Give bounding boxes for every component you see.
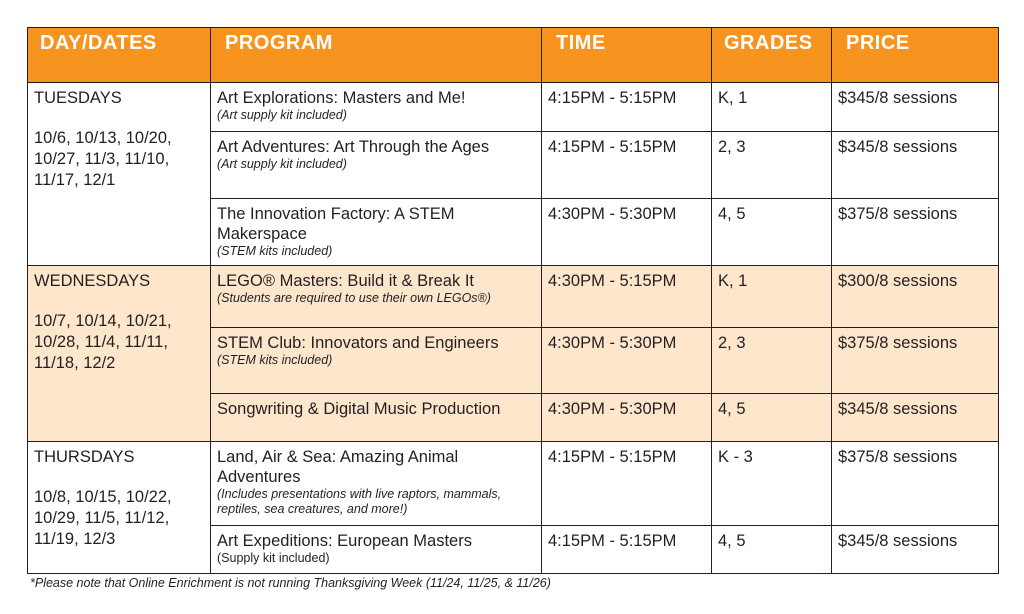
header-time: TIME [542,28,712,83]
program-note: (Students are required to use their own LEGOs®) [217,291,491,305]
dates-label: 10/7, 10/14, 10/21, 10/28, 11/4, 11/11, 11/18, 12/2 [34,312,172,372]
program-cell [211,199,542,266]
program-name: Land, Air & Sea: Amazing Animal Adventures [217,448,459,486]
program-note: (Supply kit included) [217,551,330,565]
table-row [28,442,999,526]
program-cell [211,132,542,199]
price-cell: $345/8 sessions [832,526,999,574]
program-note: (Includes presentations with live raptors, mammals, reptiles, sea creatures, and more!) [217,487,502,516]
header-price: PRICE [832,28,999,83]
price-cell: $345/8 sessions [832,394,999,442]
program-note: (Art supply kit included) [217,108,347,122]
program-cell [211,328,542,394]
day-cell-tuesdays [28,83,211,266]
grades-cell: K, 1 [712,266,832,328]
time-cell: 4:30PM - 5:30PM [542,394,712,442]
grades-cell: 4, 5 [712,526,832,574]
time-cell: 4:15PM - 5:15PM [542,442,712,526]
grades-cell: 4, 5 [712,394,832,442]
day-label: THURSDAYS [34,448,135,466]
time-cell: 4:30PM - 5:15PM [542,266,712,328]
grades-cell: K - 3 [712,442,832,526]
program-name: Songwriting & Digital Music Production [217,400,501,418]
program-cell [211,526,542,574]
day-cell-wednesdays [28,266,211,442]
program-note: (Art supply kit included) [217,157,347,171]
program-name: The Innovation Factory: A STEM Makerspace [217,205,455,243]
time-cell: 4:30PM - 5:30PM [542,328,712,394]
header-day-dates: DAY/DATES [28,28,211,83]
price-cell: $345/8 sessions [832,83,999,132]
dates-label: 10/6, 10/13, 10/20, 10/27, 11/3, 11/10, 11/17, 12/1 [34,129,172,189]
program-name: Art Expeditions: European Masters [217,532,472,550]
grades-cell: 2, 3 [712,132,832,199]
day-label: WEDNESDAYS [34,272,151,290]
table-row [28,266,999,328]
program-cell [211,442,542,526]
time-cell: 4:15PM - 5:15PM [542,132,712,199]
header-grades: GRADES [712,28,832,83]
schedule-table [27,27,999,574]
program-cell [211,394,542,442]
grades-cell: 4, 5 [712,199,832,266]
program-cell [211,266,542,328]
header-row [28,28,999,83]
grades-cell: 2, 3 [712,328,832,394]
table-row [28,83,999,132]
program-note: (STEM kits included) [217,353,333,367]
day-cell-thursdays [28,442,211,574]
price-cell: $375/8 sessions [832,328,999,394]
program-name: Art Adventures: Art Through the Ages [217,138,490,156]
program-cell [211,83,542,132]
program-name: LEGO® Masters: Build it & Break It [217,272,474,290]
price-cell: $300/8 sessions [832,266,999,328]
day-label: TUESDAYS [34,89,122,107]
price-cell: $375/8 sessions [832,442,999,526]
time-cell: 4:15PM - 5:15PM [542,83,712,132]
program-name: STEM Club: Innovators and Engineers [217,334,499,352]
grades-cell: K, 1 [712,83,832,132]
program-name: Art Explorations: Masters and Me! [217,89,466,107]
time-cell: 4:30PM - 5:30PM [542,199,712,266]
footnote: *Please note that Online Enrichment is not running Thanksgiving Week (11/24, 11/25, & 11/26) [30,576,551,590]
price-cell: $345/8 sessions [832,132,999,199]
dates-label: 10/8, 10/15, 10/22, 10/29, 11/5, 11/12, 11/19, 12/3 [34,488,172,548]
time-cell: 4:15PM - 5:15PM [542,526,712,574]
price-cell: $375/8 sessions [832,199,999,266]
program-note: (STEM kits included) [217,244,333,258]
header-program: PROGRAM [211,28,542,83]
